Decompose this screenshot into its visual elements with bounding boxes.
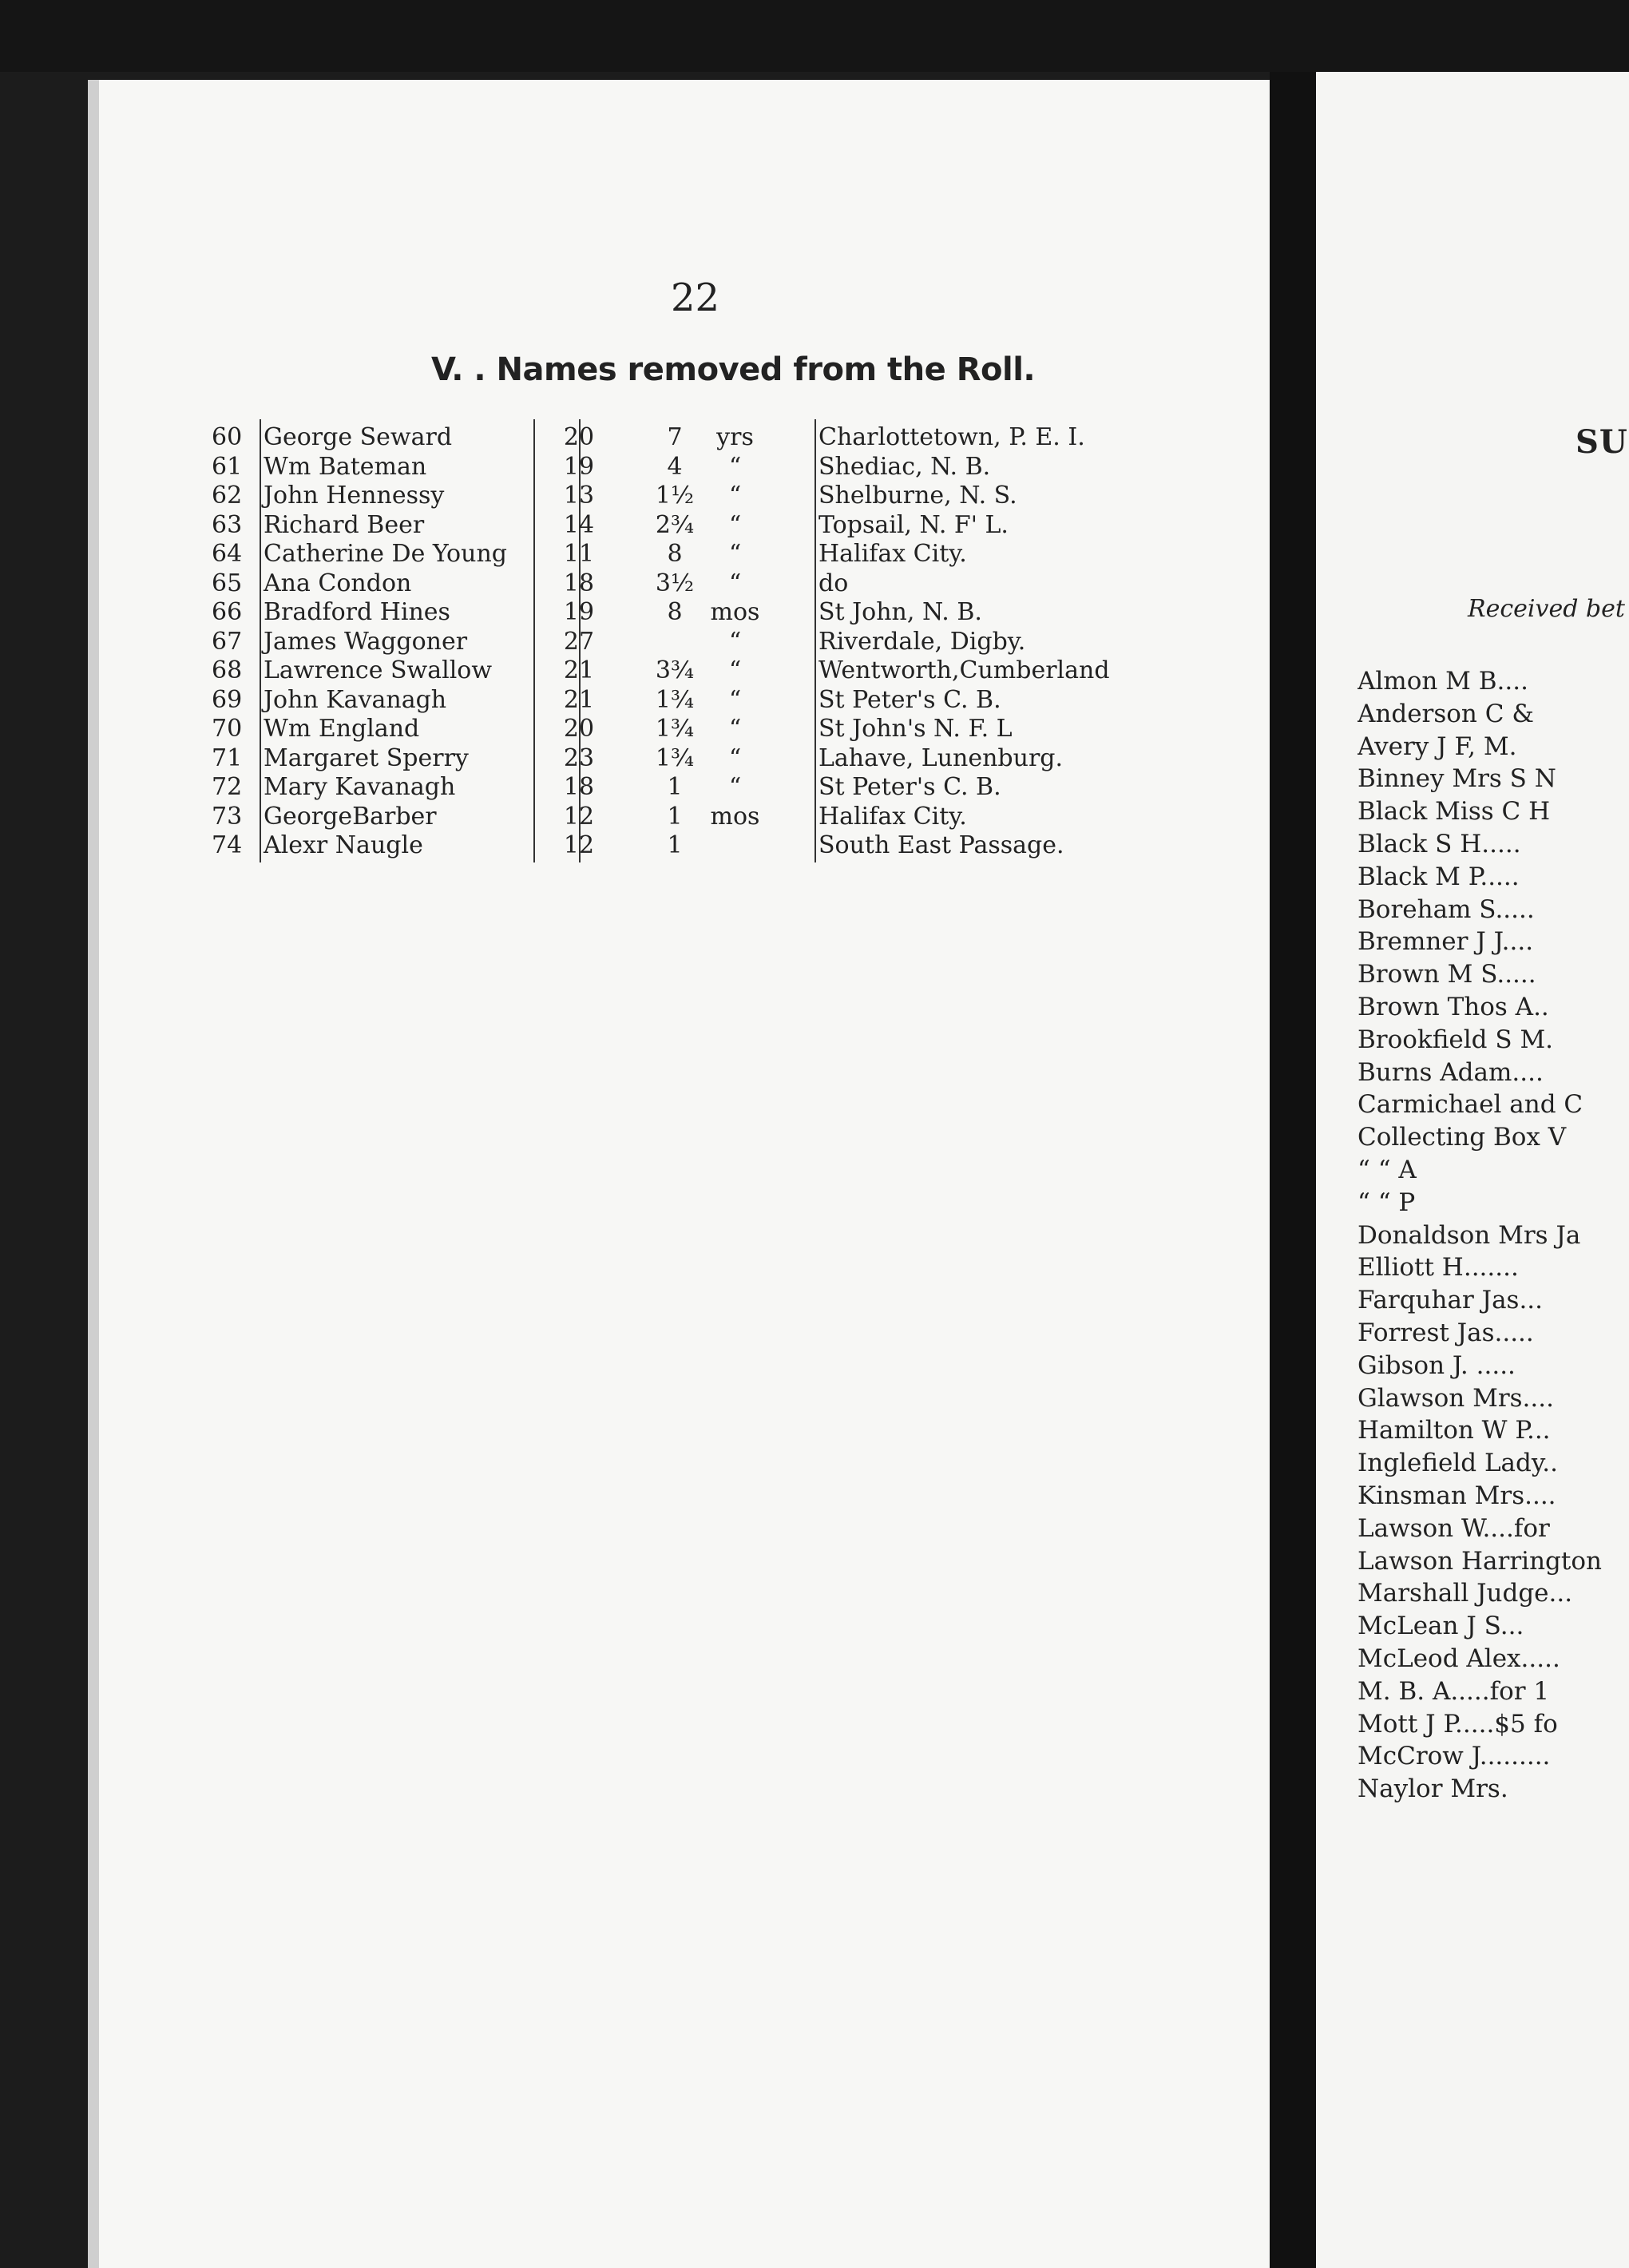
table-row — [212, 715, 1122, 744]
list-item: Lawson Harrington — [1358, 1546, 1602, 1576]
list-item: Carmichael and C — [1358, 1090, 1583, 1120]
row-place: Halifax City. — [818, 540, 967, 568]
list-item: Anderson C & — [1358, 699, 1534, 728]
row-duration: 2¾ — [655, 510, 695, 539]
table-row — [212, 423, 1122, 453]
row-number: 60 — [212, 423, 243, 451]
row-name: Mary Kavanagh — [264, 773, 456, 801]
row-age: 20 — [563, 423, 595, 451]
row-duration: 8 — [667, 540, 683, 568]
table-row — [212, 511, 1122, 541]
row-place: Shelburne, N. S. — [818, 482, 1017, 510]
table-row — [212, 453, 1122, 482]
row-unit: mos — [710, 598, 760, 626]
row-number: 63 — [212, 510, 243, 539]
row-name: Wm England — [264, 715, 420, 743]
list-item: Farquhar Jas... — [1358, 1286, 1544, 1315]
row-age: 18 — [563, 569, 595, 597]
row-number: 71 — [212, 743, 243, 772]
row-number: 67 — [212, 627, 243, 656]
row-age: 12 — [563, 802, 595, 831]
row-name: Ana Condon — [264, 569, 412, 597]
row-name: Alexr Naugle — [264, 831, 423, 859]
row-number: 73 — [212, 802, 243, 831]
row-age: 19 — [563, 598, 595, 626]
table-row — [212, 803, 1122, 832]
row-number: 65 — [212, 569, 243, 597]
list-item: Donaldson Mrs Ja — [1358, 1220, 1581, 1250]
row-number: 68 — [212, 656, 243, 684]
list-item: Brown Thos A.. — [1358, 992, 1549, 1021]
list-item: Collecting Box V — [1358, 1123, 1567, 1152]
right-page-heading: SU — [1575, 423, 1628, 461]
row-unit: “ — [728, 685, 742, 714]
row-name: Catherine De Young — [264, 540, 507, 568]
row-name: John Hennessy — [264, 482, 445, 510]
row-place: St John, N. B. — [818, 598, 982, 626]
list-item: Burns Adam.... — [1358, 1057, 1544, 1087]
row-unit: “ — [728, 452, 742, 481]
row-duration: 1 — [667, 831, 683, 859]
row-unit: mos — [710, 802, 760, 831]
list-item: Naylor Mrs. — [1358, 1774, 1508, 1804]
row-duration: 7 — [667, 423, 683, 451]
row-unit: “ — [728, 715, 742, 743]
table-row — [212, 628, 1122, 657]
list-item: Mott J P.....$5 fo — [1358, 1709, 1558, 1739]
list-item: Forrest Jas..... — [1358, 1318, 1534, 1347]
row-unit: yrs — [716, 423, 754, 451]
row-unit: “ — [728, 510, 742, 539]
row-duration: 1¾ — [655, 715, 695, 743]
table-row — [212, 831, 1122, 861]
table-row — [212, 482, 1122, 511]
row-number: 70 — [212, 715, 243, 743]
row-place: St Peter's C. B. — [818, 685, 1001, 714]
list-item: Inglefield Lady.. — [1358, 1449, 1558, 1478]
row-age: 19 — [563, 452, 595, 481]
row-unit: “ — [728, 656, 742, 684]
row-age: 21 — [563, 685, 595, 714]
list-item: Black Miss C H — [1358, 797, 1551, 827]
list-item: Black M P..... — [1358, 862, 1520, 891]
row-duration: 4 — [667, 452, 683, 481]
row-name: Wm Bateman — [264, 452, 427, 481]
list-item: Elliott H....... — [1358, 1253, 1519, 1283]
row-age: 23 — [563, 743, 595, 772]
row-place: Riverdale, Digby. — [818, 627, 1026, 656]
list-item: Bremner J J.... — [1358, 927, 1534, 957]
row-duration: 1¾ — [655, 743, 695, 772]
list-item: Marshall Judge... — [1358, 1579, 1573, 1608]
row-name: GeorgeBarber — [264, 802, 437, 831]
table-row — [212, 540, 1122, 569]
table-row — [212, 569, 1122, 599]
list-item: Glawson Mrs.... — [1358, 1383, 1554, 1413]
row-unit: “ — [728, 540, 742, 568]
row-unit: “ — [728, 773, 742, 801]
row-place: Halifax City. — [818, 802, 967, 831]
row-number: 66 — [212, 598, 243, 626]
row-duration: 1½ — [655, 482, 695, 510]
list-item: Brookfield S M. — [1358, 1025, 1554, 1054]
list-item: “ “ A — [1358, 1155, 1417, 1184]
row-name: Lawrence Swallow — [264, 656, 493, 684]
list-item: Hamilton W P... — [1358, 1416, 1551, 1445]
row-number: 62 — [212, 482, 243, 510]
row-place: Wentworth,Cumberland — [818, 656, 1110, 684]
book-gutter — [1270, 72, 1316, 2268]
row-age: 14 — [563, 510, 595, 539]
row-name: John Kavanagh — [264, 685, 447, 714]
right-page-subheading: Received bet — [1468, 595, 1625, 623]
row-name: George Seward — [264, 423, 453, 451]
row-age: 18 — [563, 773, 595, 801]
row-place: St John's N. F. L — [818, 715, 1013, 743]
list-item: Binney Mrs S N — [1358, 764, 1556, 794]
row-unit: “ — [728, 569, 742, 597]
subscriber-list — [1358, 667, 1629, 1807]
list-item: McLean J S... — [1358, 1612, 1524, 1641]
row-number: 72 — [212, 773, 243, 801]
row-name: Bradford Hines — [264, 598, 450, 626]
list-item: M. B. A.....for 1 — [1358, 1676, 1550, 1706]
row-age: 13 — [563, 482, 595, 510]
row-place: South East Passage. — [818, 831, 1064, 859]
table-row — [212, 686, 1122, 716]
row-duration: 8 — [667, 598, 683, 626]
row-age: 21 — [563, 656, 595, 684]
table-row — [212, 656, 1122, 686]
row-age: 27 — [563, 627, 595, 656]
row-place: Shediac, N. B. — [818, 452, 991, 481]
row-age: 20 — [563, 715, 595, 743]
row-number: 64 — [212, 540, 243, 568]
list-item: Brown M S..... — [1358, 960, 1536, 989]
row-age: 12 — [563, 831, 595, 859]
list-item: Gibson J. ..... — [1358, 1350, 1516, 1380]
list-item: Avery J F, M. — [1358, 732, 1517, 761]
row-place: Topsail, N. F' L. — [818, 510, 1009, 539]
row-name: Margaret Sperry — [264, 743, 469, 772]
row-number: 74 — [212, 831, 243, 859]
row-place: St Peter's C. B. — [818, 773, 1001, 801]
row-duration: 1¾ — [655, 685, 695, 714]
row-unit: “ — [728, 627, 742, 656]
table-row — [212, 773, 1122, 803]
list-item: McLeod Alex..... — [1358, 1644, 1560, 1673]
row-name: Richard Beer — [264, 510, 425, 539]
row-name: James Waggoner — [264, 627, 468, 656]
row-number: 61 — [212, 452, 243, 481]
list-item: Boreham S..... — [1358, 894, 1535, 924]
list-item: “ “ P — [1358, 1188, 1416, 1217]
row-unit: “ — [728, 482, 742, 510]
row-number: 69 — [212, 685, 243, 714]
row-duration: 3½ — [655, 569, 695, 597]
row-age: 11 — [563, 540, 595, 568]
row-duration: 1 — [667, 802, 683, 831]
list-item: Black S H..... — [1358, 829, 1521, 858]
list-item: McCrow J......... — [1358, 1742, 1551, 1771]
scan-background-top — [0, 0, 1629, 72]
page-number: 22 — [671, 276, 720, 320]
list-item: Lawson W....for — [1358, 1513, 1550, 1543]
list-item: Almon M B.... — [1358, 667, 1528, 696]
right-page — [1316, 72, 1629, 2268]
removed-names-table — [212, 423, 1122, 861]
row-duration: 1 — [667, 773, 683, 801]
row-place: do — [818, 569, 849, 597]
row-duration: 3¾ — [655, 656, 695, 684]
row-unit: “ — [728, 743, 742, 772]
row-place: Lahave, Lunenburg. — [818, 743, 1064, 772]
left-page — [88, 80, 1270, 2268]
table-row — [212, 744, 1122, 774]
list-item: Kinsman Mrs.... — [1358, 1481, 1556, 1510]
section-heading: V. . Names removed from the Roll. — [431, 351, 1036, 388]
row-place: Charlottetown, P. E. I. — [818, 423, 1085, 451]
table-row — [212, 598, 1122, 628]
